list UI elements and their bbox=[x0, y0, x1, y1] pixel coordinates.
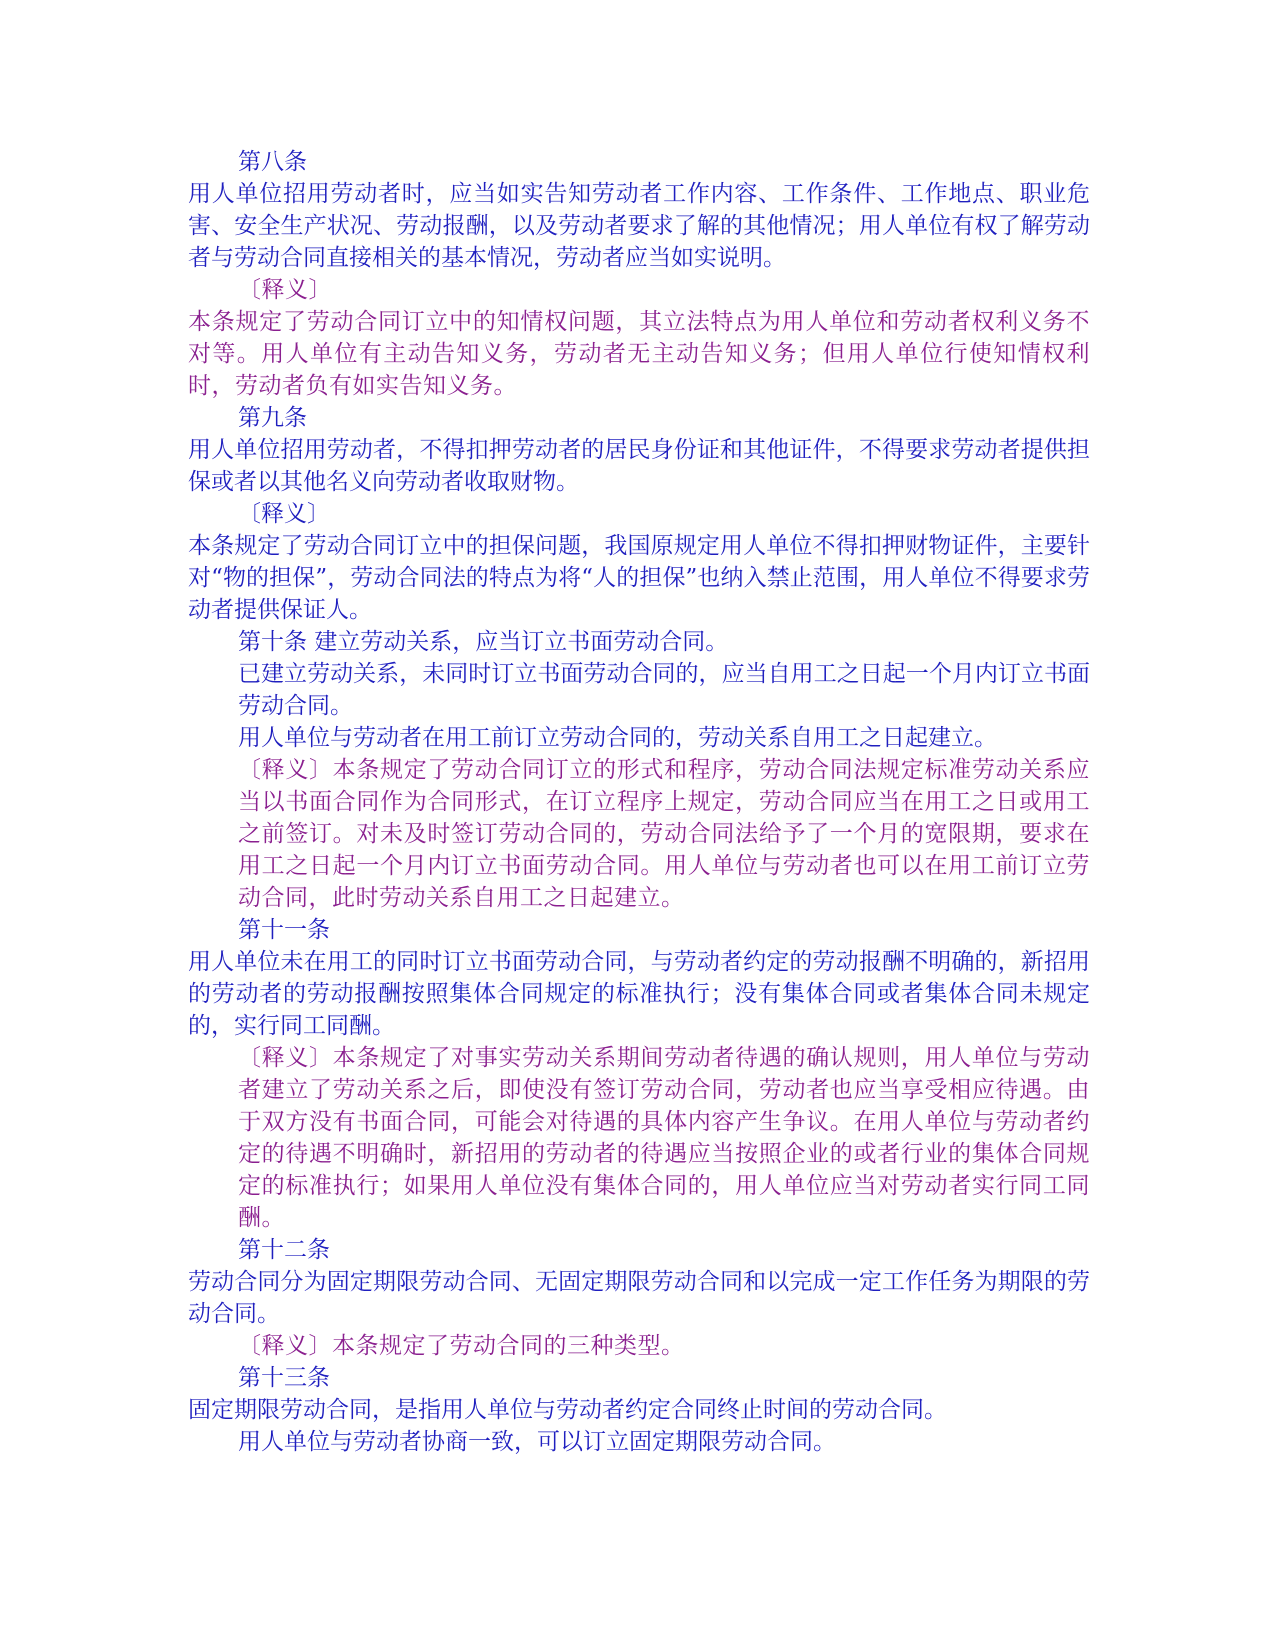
article-12-heading: 第十二条 bbox=[238, 1237, 330, 1263]
article-12-text: 劳动合同分为固定期限劳动合同、无固定期限劳动合同和以完成一定工作任务为期限的劳动合同。 bbox=[188, 1269, 1090, 1327]
article-11-explanation: 〔释义〕本条规定了对事实劳动关系期间劳动者待遇的确认规则，用人单位与劳动者建立了劳动关系之后，即使没有签订劳动合同，劳动者也应当享受相应待遇。由于双方没有书面合同，可能会对待遇的具体内容产生争议。在用人单位与劳动者约定的待遇不明确时，新招用的劳动者的待遇应当按照企业的或者行业的集体合同规定的标准执行；如果用人单位没有集体合同的，用人单位应当对劳动者实行同工同酬。 bbox=[238, 1045, 1090, 1231]
article-10-paragraph-2: 已建立劳动关系，未同时订立书面劳动合同的，应当自用工之日起一个月内订立书面劳动合同。 bbox=[238, 661, 1090, 719]
article-9-explanation-text: 本条规定了劳动合同订立中的担保问题，我国原规定用人单位不得扣押财物证件，主要针对“物的担保”，劳动合同法的特点为将“人的担保”也纳入禁止范围，用人单位不得要求劳动者提供保证人。 bbox=[188, 533, 1090, 623]
document-body bbox=[188, 146, 1090, 1458]
article-13-paragraph-2: 用人单位与劳动者协商一致，可以订立固定期限劳动合同。 bbox=[238, 1429, 836, 1455]
article-10-text: 第十条 建立劳动关系，应当订立书面劳动合同。 bbox=[238, 629, 729, 655]
article-11-heading: 第十一条 bbox=[238, 917, 330, 943]
article-11-text: 用人单位未在用工的同时订立书面劳动合同，与劳动者约定的劳动报酬不明确的，新招用的劳动者的劳动报酬按照集体合同规定的标准执行；没有集体合同或者集体合同未规定的，实行同工同酬。 bbox=[188, 949, 1090, 1039]
article-10-explanation: 〔释义〕本条规定了劳动合同订立的形式和程序，劳动合同法规定标准劳动关系应当以书面合同作为合同形式，在订立程序上规定，劳动合同应当在用工之日或用工之前签订。对未及时签订劳动合同的，劳动合同法给予了一个月的宽限期，要求在用工之日起一个月内订立书面劳动合同。用人单位与劳动者也可以在用工前订立劳动合同，此时劳动关系自用工之日起建立。 bbox=[238, 757, 1090, 911]
article-12-explanation: 〔释义〕本条规定了劳动合同的三种类型。 bbox=[238, 1333, 685, 1359]
article-8-explanation-text: 本条规定了劳动合同订立中的知情权问题，其立法特点为用人单位和劳动者权利义务不对等。用人单位有主动告知义务，劳动者无主动告知义务；但用人单位行使知情权利时，劳动者负有如实告知义务。 bbox=[188, 309, 1090, 399]
article-10-paragraph-3: 用人单位与劳动者在用工前订立劳动合同的，劳动关系自用工之日起建立。 bbox=[238, 725, 997, 751]
article-8-explanation-heading: 〔释义〕 bbox=[238, 277, 332, 303]
article-13-text: 固定期限劳动合同，是指用人单位与劳动者约定合同终止时间的劳动合同。 bbox=[188, 1397, 947, 1423]
article-8-heading: 第八条 bbox=[238, 149, 307, 175]
article-9-explanation-heading: 〔释义〕 bbox=[238, 501, 330, 527]
article-13-heading: 第十三条 bbox=[238, 1365, 330, 1391]
article-8-text: 用人单位招用劳动者时，应当如实告知劳动者工作内容、工作条件、工作地点、职业危害、安全生产状况、劳动报酬，以及劳动者要求了解的其他情况；用人单位有权了解劳动者与劳动合同直接相关的基本情况，劳动者应当如实说明。 bbox=[188, 181, 1090, 271]
article-9-text: 用人单位招用劳动者，不得扣押劳动者的居民身份证和其他证件，不得要求劳动者提供担保或者以其他名义向劳动者收取财物。 bbox=[188, 437, 1090, 495]
article-9-heading: 第九条 bbox=[238, 405, 307, 431]
